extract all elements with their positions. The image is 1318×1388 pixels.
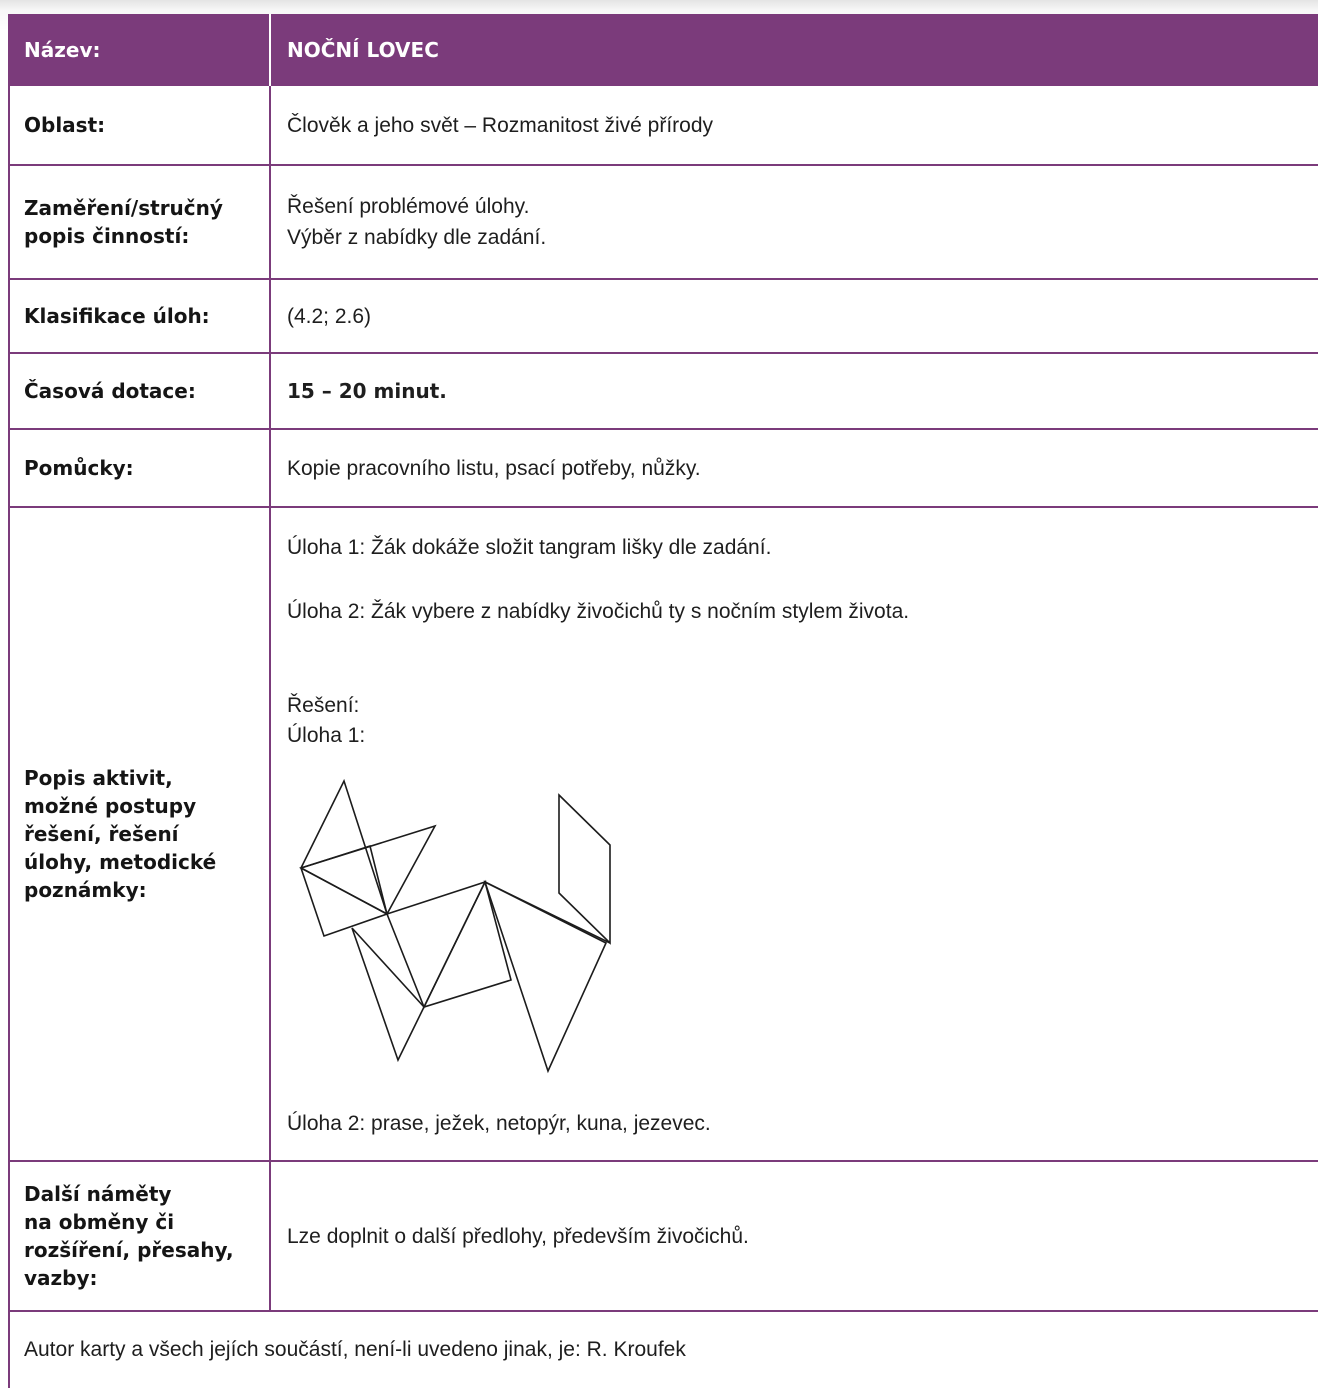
task-2-description: Úloha 2: Žák vybere z nabídky živočichů ty s nočním stylem života. — [287, 600, 910, 623]
tools-value: Kopie pracovního listu, psací potřeby, nůžky. — [287, 456, 701, 480]
row-extensions — [10, 1162, 1318, 1312]
tangram-body-triangle-small — [387, 882, 485, 1007]
tools-label: Pomůcky: — [10, 430, 271, 506]
solution-heading: Řešení: — [287, 694, 360, 717]
card-header — [10, 14, 1318, 86]
activities-content — [271, 508, 1318, 1174]
time-value: 15 – 20 minut. — [287, 378, 447, 403]
tangram-back-leg-triangle — [485, 882, 606, 1071]
row-time — [10, 354, 1318, 430]
tangram-body-parallelogram — [424, 882, 511, 1007]
focus-label: Zaměření/stručný popis činností: — [10, 166, 271, 278]
title-label: Název: — [10, 14, 271, 86]
author-footer: Autor karty a všech jejích součástí, není-li uvedeno jinak, je: R. Kroufek — [24, 1338, 686, 1361]
task-1-description: Úloha 1: Žák dokáže složit tangram lišky dle zadání. — [287, 536, 772, 559]
tangram-head-triangle — [301, 826, 435, 914]
classification-label: Klasifikace úloh: — [10, 280, 271, 352]
tangram-fox-figure — [291, 770, 631, 1090]
activities-label: Popis aktivit, možné postupy řešení, řešení úlohy, metodické poznámky: — [10, 508, 271, 1160]
tangram-front-leg-triangle — [352, 928, 424, 1060]
solution-task-1-label: Úloha 1: — [287, 724, 366, 747]
activity-card — [8, 14, 1318, 1388]
time-label: Časová dotace: — [10, 354, 271, 428]
focus-value: Řešení problémové úlohy. Výběr z nabídky dle zadání. — [287, 195, 547, 249]
row-activities — [10, 508, 1318, 1162]
area-value: Člověk a jeho svět – Rozmanitost živé přírody — [287, 113, 714, 137]
classification-value: (4.2; 2.6) — [287, 304, 372, 328]
area-label: Oblast: — [10, 86, 271, 164]
row-tools — [10, 430, 1318, 508]
tangram-back-line — [485, 882, 610, 943]
row-focus — [10, 166, 1318, 280]
tangram-tail-parallelogram — [559, 795, 610, 943]
tangram-ear-triangle — [301, 781, 387, 914]
extensions-label: Další náměty na obměny či rozšíření, přesahy, vazby: — [10, 1162, 271, 1310]
extensions-value: Lze doplnit o další předlohy, především živočichů. — [287, 1224, 749, 1248]
card-title: NOČNÍ LOVEC — [287, 37, 439, 62]
row-area — [10, 86, 1318, 166]
solution-task-2: Úloha 2: prase, ježek, netopýr, kuna, jezevec. — [287, 1112, 711, 1135]
row-classification — [10, 280, 1318, 354]
